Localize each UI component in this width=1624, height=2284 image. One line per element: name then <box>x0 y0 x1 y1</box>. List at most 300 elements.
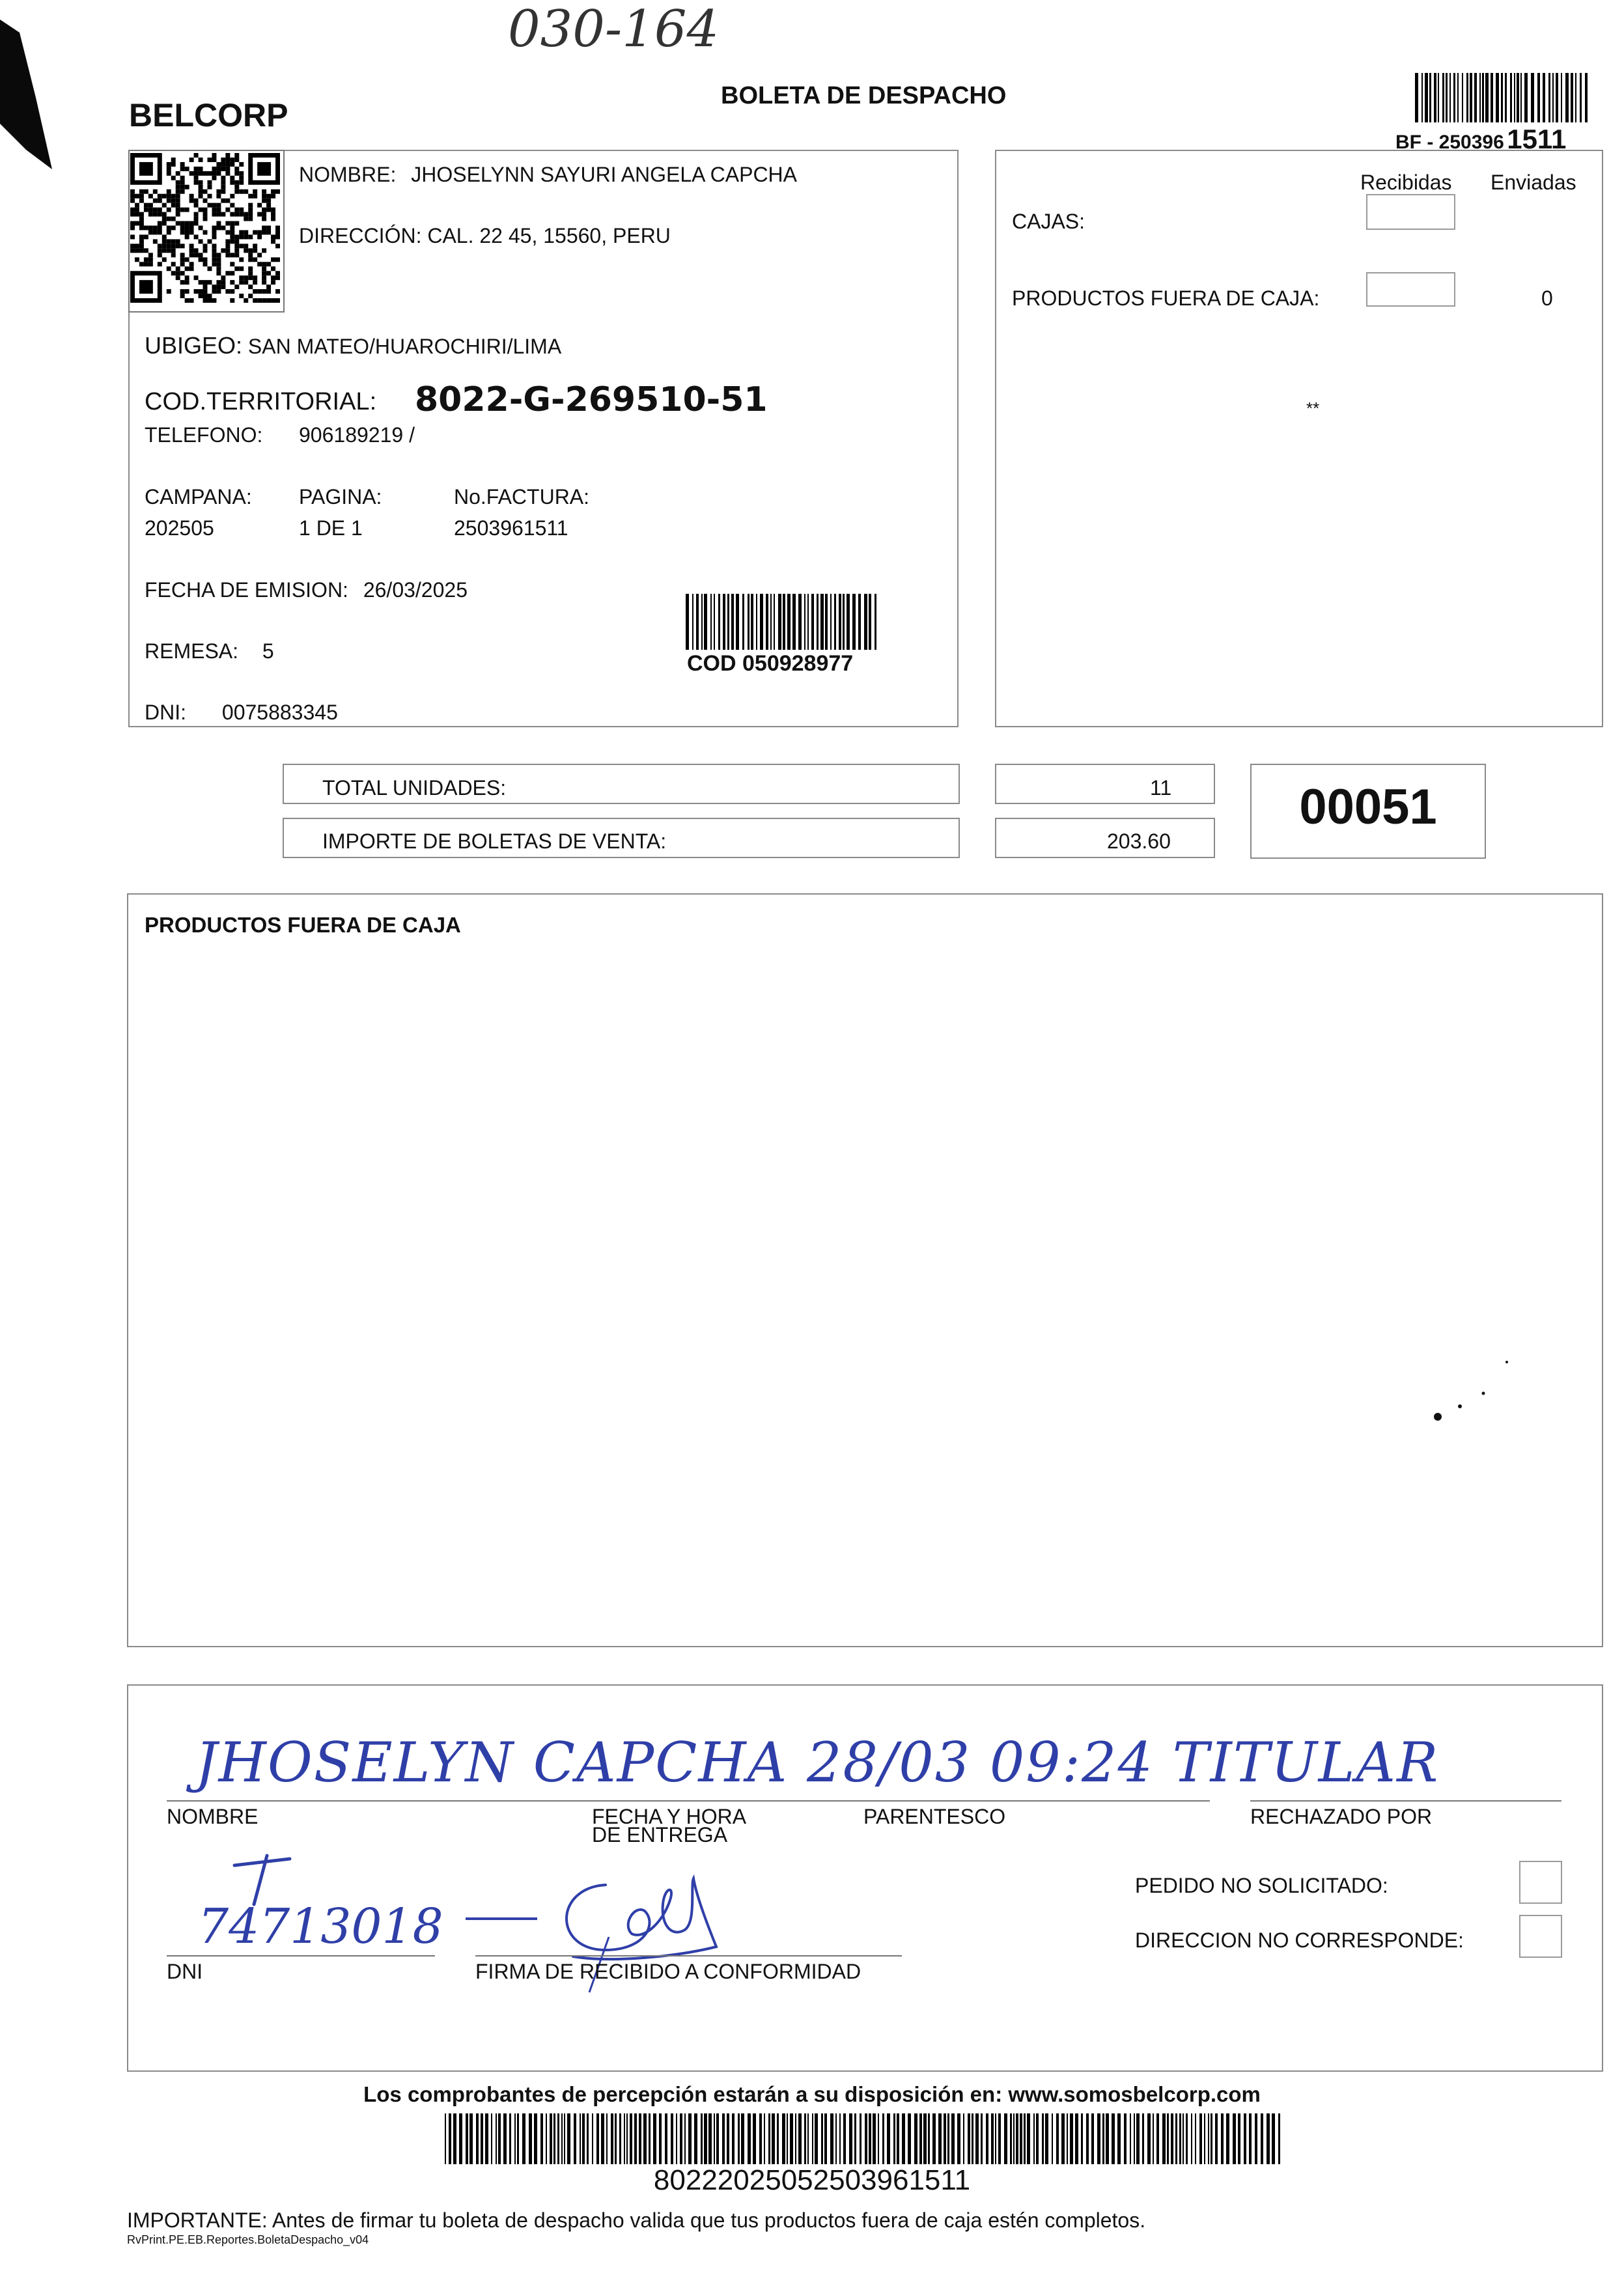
barcode-bar <box>708 2113 712 2164</box>
qr-module <box>130 244 135 248</box>
barcode-bar <box>759 2113 762 2164</box>
barcode-bar <box>815 2113 818 2164</box>
qr-module <box>271 239 275 244</box>
qr-module <box>180 176 185 180</box>
qr-module <box>248 257 253 262</box>
qr-module <box>203 248 208 253</box>
qr-module <box>139 194 144 199</box>
qr-module <box>162 217 167 221</box>
qr-module <box>130 248 135 253</box>
qr-module <box>248 253 253 257</box>
qr-module <box>212 248 216 253</box>
barcode-bar <box>1470 73 1472 122</box>
qr-module <box>130 234 135 239</box>
qr-module <box>225 162 230 167</box>
barcode-bar <box>821 2113 823 2164</box>
barcode-bar <box>787 2113 788 2164</box>
qr-module <box>203 189 208 194</box>
barcode-bar <box>1255 2113 1257 2164</box>
qr-module <box>207 239 212 244</box>
qr-module <box>239 208 244 212</box>
qr-module <box>171 239 176 244</box>
barcode-bar <box>727 2113 729 2164</box>
qr-module <box>171 162 176 167</box>
big-number: 00051 <box>1299 779 1437 835</box>
barcode-bar <box>1183 2113 1184 2164</box>
qr-module <box>221 212 225 217</box>
barcode-bar <box>852 594 856 650</box>
barcode-bar <box>849 2113 852 2164</box>
ubigeo-label: UBIGEO: <box>145 332 243 359</box>
cod-barcode-text: COD 050928977 <box>687 651 854 676</box>
barcode-bar <box>1496 73 1499 122</box>
pagina-label: PAGINA: <box>299 485 382 508</box>
importe-label: IMPORTE DE BOLETAS DE VENTA: <box>322 829 667 853</box>
qr-module <box>207 185 212 189</box>
barcode-bar <box>1075 2113 1078 2164</box>
qr-module <box>230 180 234 185</box>
qr-module <box>180 289 185 294</box>
qr-module <box>234 234 239 239</box>
qr-module <box>207 294 212 298</box>
barcode-bar <box>701 2113 703 2164</box>
qr-module <box>216 285 221 289</box>
qr-module <box>212 208 216 212</box>
barcode-bar <box>1106 2113 1109 2164</box>
barcode-bar <box>834 594 836 650</box>
qr-module <box>162 248 167 253</box>
qr-module <box>158 244 162 248</box>
barcode-bar <box>722 2113 725 2164</box>
qr-module <box>216 189 221 194</box>
barcode-bar <box>1130 2113 1131 2164</box>
qr-module <box>257 262 262 266</box>
qr-module <box>199 189 203 194</box>
barcode-bar <box>1020 2113 1022 2164</box>
barcode-bar <box>1267 2113 1270 2164</box>
qr-module <box>139 217 144 221</box>
barcode-bar <box>741 2113 744 2164</box>
qr-module <box>158 253 162 257</box>
qr-module <box>207 280 212 285</box>
qr-module <box>239 171 244 176</box>
qr-module <box>162 221 167 226</box>
barcode-bar <box>1556 73 1558 122</box>
barcode-bar <box>596 2113 599 2164</box>
qr-module <box>135 194 139 199</box>
qr-module <box>234 244 239 248</box>
fecha-emision-label: FECHA DE EMISION: <box>145 578 348 602</box>
qr-module <box>139 244 144 248</box>
qr-module <box>212 257 216 262</box>
qr-module <box>130 199 135 203</box>
qr-module <box>234 158 239 162</box>
barcode-bar <box>864 594 867 650</box>
qr-module <box>194 167 199 171</box>
qr-module <box>266 230 271 234</box>
barcode-bar <box>882 2113 884 2164</box>
qr-module <box>262 217 266 221</box>
qr-module <box>234 266 239 271</box>
qr-module <box>216 208 221 212</box>
qr-module <box>180 294 185 298</box>
qr-module <box>194 221 199 226</box>
barcode-bar <box>718 594 720 650</box>
qr-module <box>253 244 257 248</box>
qr-module <box>257 162 271 176</box>
barcode-bar <box>897 2113 899 2164</box>
qr-module <box>199 180 203 185</box>
qr-module <box>253 189 257 194</box>
qr-module <box>230 158 234 162</box>
qr-module <box>230 239 234 244</box>
direccion-no-corresponde-checkbox[interactable] <box>1519 1915 1562 1958</box>
qr-module <box>244 217 248 221</box>
barcode-bar <box>835 2113 837 2164</box>
qr-module <box>262 275 266 280</box>
barcode-bar <box>1244 2113 1246 2164</box>
qr-module <box>148 194 153 199</box>
qr-module <box>158 194 162 199</box>
barcode-bar <box>1215 2113 1218 2164</box>
qr-module <box>207 298 212 303</box>
qr-module <box>230 226 234 230</box>
barcode-bar <box>630 2113 632 2164</box>
total-unidades-value-box <box>995 764 1215 804</box>
barcode-bar <box>671 2113 673 2164</box>
importante-note <box>127 2208 1145 2233</box>
barcode-bar <box>1485 73 1489 122</box>
dni-line <box>167 1955 435 1957</box>
qr-module <box>180 271 185 275</box>
barcode-bar <box>995 2113 996 2164</box>
barcode-bar <box>1425 73 1428 122</box>
barcode-bar <box>878 2113 879 2164</box>
qr-module <box>212 176 216 180</box>
barcode-bar <box>798 594 802 650</box>
barcode-bar <box>1278 2113 1280 2164</box>
qr-module <box>239 280 244 285</box>
qr-module <box>194 203 199 208</box>
qr-module <box>244 212 248 217</box>
qr-module <box>244 298 248 303</box>
barcode-bar <box>453 2113 456 2164</box>
qr-module <box>199 167 203 171</box>
cajas-recibidas-field[interactable] <box>1366 194 1455 230</box>
qr-module <box>212 230 216 234</box>
qr-module <box>225 171 230 176</box>
qr-module <box>234 248 239 253</box>
qr-module <box>262 230 266 234</box>
qr-module <box>162 234 167 239</box>
qr-module <box>158 248 162 253</box>
qr-module <box>239 162 244 167</box>
qr-module <box>194 212 199 217</box>
qr-module <box>248 203 253 208</box>
qr-module <box>144 189 148 194</box>
qr-module <box>234 221 239 226</box>
qr-module <box>199 257 203 262</box>
qr-module <box>221 189 225 194</box>
qr-module <box>216 171 221 176</box>
barcode-bar <box>1429 73 1431 122</box>
firma-line <box>475 1955 902 1957</box>
qr-module <box>262 189 266 194</box>
barcode-bar <box>807 594 809 650</box>
qr-module <box>130 189 135 194</box>
qr-module <box>239 266 244 271</box>
barcode-bar <box>830 594 832 650</box>
barcode-bar <box>998 2113 1001 2164</box>
barcode-bar <box>1097 2113 1100 2164</box>
barcode-bar <box>865 2113 867 2164</box>
qr-module <box>216 167 221 171</box>
handwritten-dni: 74713018 <box>198 1899 443 1955</box>
qr-module <box>275 298 280 303</box>
qr-module <box>162 244 167 248</box>
qr-module <box>262 262 266 266</box>
barcode-bar <box>783 594 785 650</box>
barcode-bar <box>804 2113 806 2164</box>
qr-module <box>221 180 225 185</box>
qr-module <box>153 189 158 194</box>
qr-module <box>144 203 148 208</box>
barcode-bar <box>1056 2113 1059 2164</box>
parentesco-label: PARENTESCO <box>863 1805 1006 1828</box>
barcode-bar <box>481 2113 483 2164</box>
qr-module <box>257 234 262 239</box>
barcode-bar <box>694 2113 697 2164</box>
qr-module <box>180 280 185 285</box>
qr-module <box>139 248 144 253</box>
qr-module <box>199 208 203 212</box>
qr-module <box>194 180 199 185</box>
qr-module <box>257 253 262 257</box>
qr-module <box>239 189 244 194</box>
qr-module <box>230 230 234 234</box>
qr-module <box>180 167 185 171</box>
qr-module <box>271 217 275 221</box>
scan-specks <box>1426 1354 1517 1426</box>
qr-module <box>275 189 280 194</box>
qr-module <box>180 185 185 189</box>
barcode-bar <box>1537 73 1540 122</box>
handwritten-delivery-line: JHOSELYN CAPCHA 28/03 09:24 TITULAR <box>195 1731 1440 1794</box>
barcode-bar <box>774 594 775 650</box>
qr-module <box>162 257 167 262</box>
barcode-bar <box>1033 2113 1035 2164</box>
importante-text: Antes de firmar tu boleta de despacho valida que tus productos fuera de caja estén completos. <box>272 2208 1146 2232</box>
barcode-bar <box>1010 2113 1012 2164</box>
qr-module <box>239 230 244 234</box>
qr-module <box>189 266 194 271</box>
qr-module <box>180 244 185 248</box>
qr-module <box>203 285 208 289</box>
qr-module <box>225 253 230 257</box>
qr-module <box>262 248 266 253</box>
qr-module <box>275 275 280 280</box>
qr-module <box>194 234 199 239</box>
qr-module <box>144 248 148 253</box>
barcode-bar <box>1442 73 1444 122</box>
barcode-bar <box>1124 2113 1127 2164</box>
barcode-bar <box>738 2113 740 2164</box>
qr-module <box>221 162 225 167</box>
barcode-bar <box>1153 2113 1154 2164</box>
qr-module <box>185 167 189 171</box>
qr-module <box>239 234 244 239</box>
barcode-bar <box>963 2113 964 2164</box>
qr-module <box>171 253 176 257</box>
barcode-bar <box>760 594 763 650</box>
qr-module <box>230 271 234 275</box>
qr-module <box>203 208 208 212</box>
barcode-bar <box>1501 73 1503 122</box>
barcode-bar <box>887 2113 890 2164</box>
barcode-bar <box>665 2113 667 2164</box>
qr-module <box>153 212 158 217</box>
qr-module <box>266 226 271 230</box>
qr-module <box>262 289 266 294</box>
scan-mark <box>0 20 52 169</box>
qr-module <box>194 275 199 280</box>
barcode-bar <box>975 2113 979 2164</box>
barcode-bar <box>919 2113 922 2164</box>
qr-module <box>271 212 275 217</box>
barcode-bar <box>626 2113 628 2164</box>
ubigeo-value: SAN MATEO/HUAROCHIRI/LIMA <box>247 335 562 358</box>
barcode-bar <box>459 2113 462 2164</box>
qr-module <box>144 262 148 266</box>
qr-module <box>230 253 234 257</box>
barcode-bar <box>1415 73 1418 122</box>
document-code-suffix: 1511 <box>1507 124 1567 154</box>
qr-module <box>221 280 225 285</box>
qr-module <box>212 298 216 303</box>
qr-module <box>180 253 185 257</box>
qr-module <box>266 298 271 303</box>
barcode-bar <box>1004 2113 1007 2164</box>
qr-module <box>158 230 162 234</box>
barcode-bar <box>1438 73 1439 122</box>
qr-module <box>203 230 208 234</box>
barcode-bar <box>1238 2113 1240 2164</box>
barcode-bar <box>1585 73 1588 122</box>
productos-recibidas-field[interactable] <box>1366 272 1455 307</box>
productos-enviadas-value: 0 <box>1541 286 1553 310</box>
qr-module <box>176 180 180 185</box>
qr-module <box>212 171 216 176</box>
qr-module <box>248 248 253 253</box>
qr-module <box>199 253 203 257</box>
qr-module <box>180 180 185 185</box>
barcode-bar <box>1156 2113 1159 2164</box>
qr-module <box>225 244 230 248</box>
qr-module <box>167 162 171 167</box>
qr-module <box>253 230 257 234</box>
qr-module <box>167 230 171 234</box>
barcode-bar <box>704 594 707 650</box>
qr-module <box>203 280 208 285</box>
barcode-bar <box>692 594 693 650</box>
barcode-bar <box>812 2113 813 2164</box>
barcode-bar <box>768 2113 770 2164</box>
qr-module <box>189 226 194 230</box>
barcode-bar <box>466 2113 468 2164</box>
qr-module <box>221 226 225 230</box>
qr-module <box>234 189 239 194</box>
qr-module <box>139 280 153 294</box>
qr-module <box>153 239 158 244</box>
qr-module <box>171 199 176 203</box>
total-unidades-value: 11 <box>1150 776 1172 800</box>
qr-module <box>203 294 208 298</box>
qr-module <box>185 266 189 271</box>
barcode-bar <box>764 2113 765 2164</box>
name-value: JHOSELYNN SAYURI ANGELA CAPCHA <box>411 163 797 186</box>
qr-module <box>221 158 225 162</box>
barcode-bar <box>1191 2113 1192 2164</box>
qr-module <box>194 248 199 253</box>
remesa-label: REMESA: <box>145 639 239 663</box>
firma-label: FIRMA DE RECIBIDO A CONFORMIDAD <box>475 1960 861 1983</box>
barcode-bar <box>601 2113 604 2164</box>
qr-module <box>221 167 225 171</box>
qr-module <box>275 226 280 230</box>
barcode-bar <box>1446 73 1448 122</box>
barcode-bar <box>742 594 744 650</box>
qr-module <box>130 221 135 226</box>
qr-module <box>216 221 221 226</box>
barcode-bar <box>1052 2113 1053 2164</box>
pedido-no-solicitado-checkbox[interactable] <box>1519 1861 1562 1904</box>
qr-module <box>199 239 203 244</box>
barcode-bar <box>1091 2113 1094 2164</box>
rechazado-line <box>1250 1800 1561 1802</box>
qr-module <box>176 212 180 217</box>
qr-module <box>153 208 158 212</box>
qr-module <box>212 212 216 217</box>
qr-module <box>167 266 171 271</box>
barcode-bar <box>830 2113 833 2164</box>
barcode-bar <box>1514 73 1515 122</box>
document-code-prefix: BF - 250396 <box>1395 132 1504 153</box>
qr-module <box>271 275 275 280</box>
barcode-bar <box>991 2113 994 2164</box>
qr-module <box>158 199 162 203</box>
qr-module <box>262 226 266 230</box>
barcode-bar <box>1548 73 1550 122</box>
nombre-label: NOMBRE <box>167 1805 259 1828</box>
barcode-bar <box>732 2113 735 2164</box>
qr-module <box>189 298 194 303</box>
qr-module <box>225 271 230 275</box>
qr-module <box>221 176 225 180</box>
qr-module <box>230 194 234 199</box>
barcode-bar <box>1102 2113 1104 2164</box>
barcode-bar <box>1505 73 1507 122</box>
barcode-bar <box>445 2113 446 2164</box>
qr-module <box>135 221 139 226</box>
qr-module <box>207 203 212 208</box>
barcode-bar <box>748 2113 751 2164</box>
qr-module <box>148 226 153 230</box>
barcode-bar <box>736 594 739 650</box>
barcode-bar <box>1045 2113 1048 2164</box>
qr-module <box>185 234 189 239</box>
qr-module <box>225 248 230 253</box>
qr-module <box>162 239 167 244</box>
